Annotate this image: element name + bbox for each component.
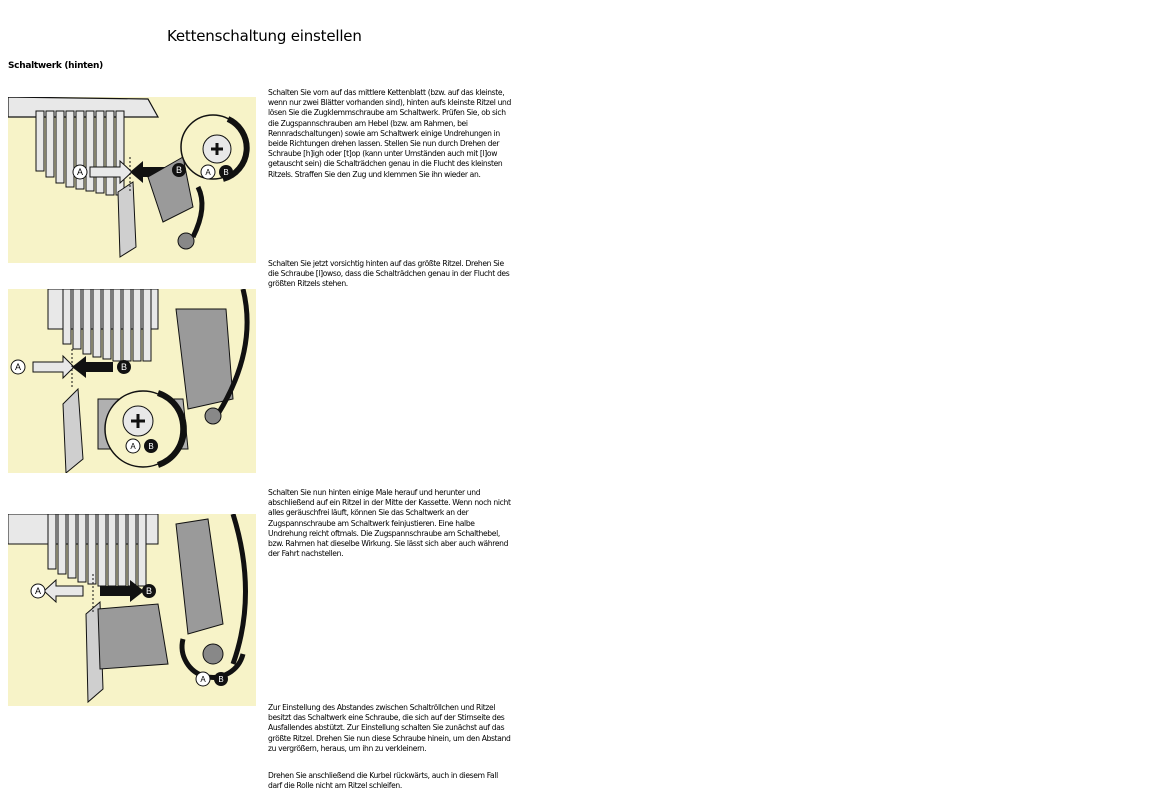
instruction-paragraph-4: Zur Einstellung des Abstandes zwischen Schaltröllchen und Ritzel besitzt das Schaltwerk eine Schraube, die sich auf der Stirnseite des Ausfallendes abstützt. Zur Einstellung schalten Sie zunächst auf das größte Ritzel. Drehen Sie nun diese Schraube hinein, um den Abstand zu vergrößern, heraus, um ihn zu verkleinern. [268,703,511,753]
figure-largest-sprocket [8,289,256,473]
marker-b: B [145,586,153,596]
marker-a: A [14,362,22,372]
figure-fine-tuning [8,514,256,706]
knob-marker-b: B [218,675,224,684]
instruction-paragraph-5: Drehen Sie anschließend die Kurbel rückwärts, auch in diesem Fall darf die Rolle nicht am Ritzel schleifen. [268,771,498,791]
figure-smallest-sprocket [8,97,256,263]
knob-marker-b: B [223,168,229,177]
instruction-paragraph-3: Schalten Sie nun hinten einige Male herauf und herunter und abschließend auf ein Ritzel in der Mitte der Kassette. Wenn noch nicht alles geräuschfrei läuft, können Sie das Schaltwerk an der Zugspannschraube am Schaltwerk feinjustieren. Eine halbe Undrehung reicht oftmals. Die Zugspannschraube am Schalthebel, bzw. Rahmen hat dieselbe Wirkung. Sie lässt sich aber auch während der Fahrt nachstellen. [268,488,511,559]
knob-marker-a: A [205,168,211,177]
marker-a: A [34,586,42,596]
marker-a: A [76,167,84,177]
section-heading: Schaltwerk (hinten) [8,61,103,71]
marker-b: B [120,362,128,372]
knob-marker-a: A [200,675,206,684]
marker-b: B [175,165,183,175]
page-title: Kettenschaltung einstellen [167,27,362,45]
instruction-paragraph-1: Schalten Sie vorn auf das mittlere Kettenblatt (bzw. auf das kleinste, wenn nur zwei Blätter vorhanden sind), hinten aufs kleinste Ritzel und lösen Sie die Zugklemmschraube am Schaltwerk. Prüfen Sie, ob sich die Zugspannschrauben am Hebel (bzw. am Rahmen, bei Rennradschaltungen) sowie am Schaltwerk einige Undrehungen in beide Richtungen drehen lassen. Stellen Sie nun durch Drehen der Schraube [h]igh oder [t]op (kann unter Umständen auch mit [l]ow getauscht sein) die Schalträdchen genau in die Flucht des kleinsten Ritzels. Straffen Sie den Zug und klemmen Sie ihn wieder an. [268,88,511,179]
knob-marker-b: B [148,442,154,451]
knob-marker-a: A [130,442,136,451]
instruction-paragraph-2: Schalten Sie jetzt vorsichtig hinten auf das größte Ritzel. Drehen Sie die Schraube [l]owso, dass die Schalträdchen genau in der Flucht des größten Ritzels stehen. [268,259,510,289]
